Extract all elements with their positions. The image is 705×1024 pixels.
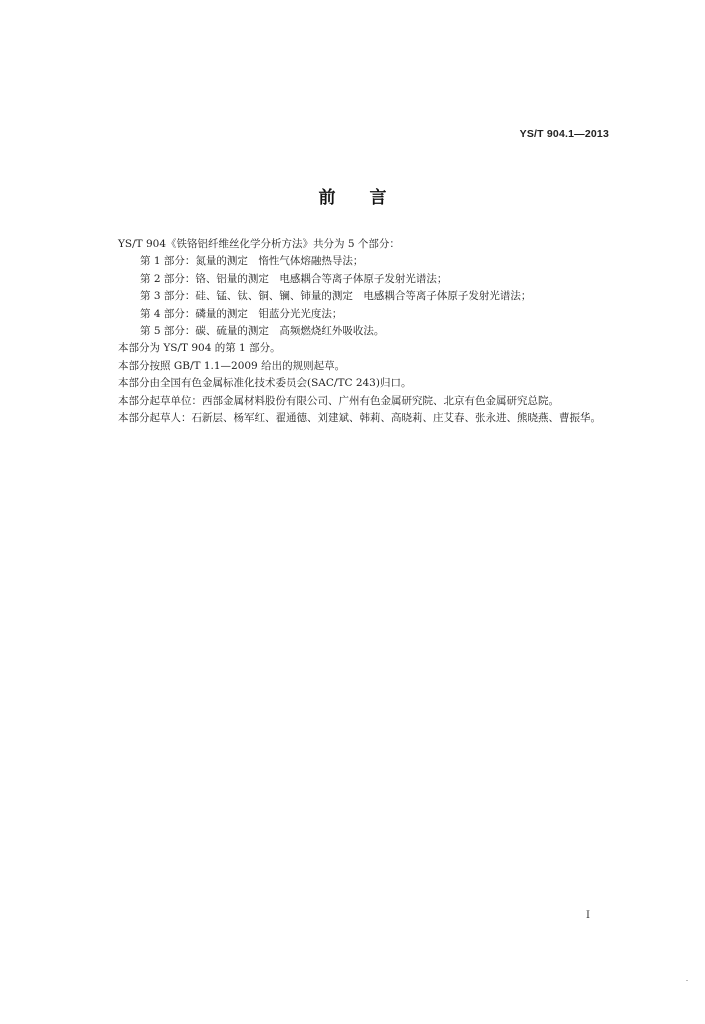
foreword-body [118,236,618,427]
paragraph-drafting-rules: 本部分按照 GB/T 1.1—2009 给出的规则起草。 [118,359,346,372]
title-char-1: 前 [318,188,336,208]
scan-speck [686,980,688,981]
paragraph-committee: 本部分由全国有色金属标准化技术委员会(SAC/TC 243)归口。 [118,377,412,390]
page-number: I [586,910,590,921]
document-number: YS/T 904.1—2013 [519,128,609,140]
paragraph-part-1: 第 1 部分：氮量的测定 惰性气体熔融热导法； [140,255,364,268]
paragraph-part-3: 第 3 部分：硅、锰、钛、铜、镧、铈量的测定 电感耦合等离子体原子发射光谱法； [140,290,532,303]
paragraph-part-5: 第 5 部分：碳、硫量的测定 高频燃烧红外吸收法。 [140,325,385,338]
title-char-2: 言 [369,188,387,208]
page-title [0,183,705,208]
paragraph-part-statement: 本部分为 YS/T 904 的第 1 部分。 [118,342,281,355]
paragraph-part-4: 第 4 部分：磷量的测定 钼蓝分光光度法； [140,307,343,320]
paragraph-drafting-units: 本部分起草单位：西部金属材料股份有限公司、广州有色金属研究院、北京有色金属研究总院。 [118,394,559,407]
paragraph-series-intro: YS/T 904《铁铬铝纤维丝化学分析方法》共分为 5 个部分： [118,238,400,250]
paragraph-drafters: 本部分起草人：石新层、杨军红、翟通德、刘建斌、韩莉、高晓莉、庄艾春、张永进、熊晓燕、曹振华。 [118,412,601,425]
paragraph-part-2: 第 2 部分：铬、铝量的测定 电感耦合等离子体原子发射光谱法； [140,272,448,285]
